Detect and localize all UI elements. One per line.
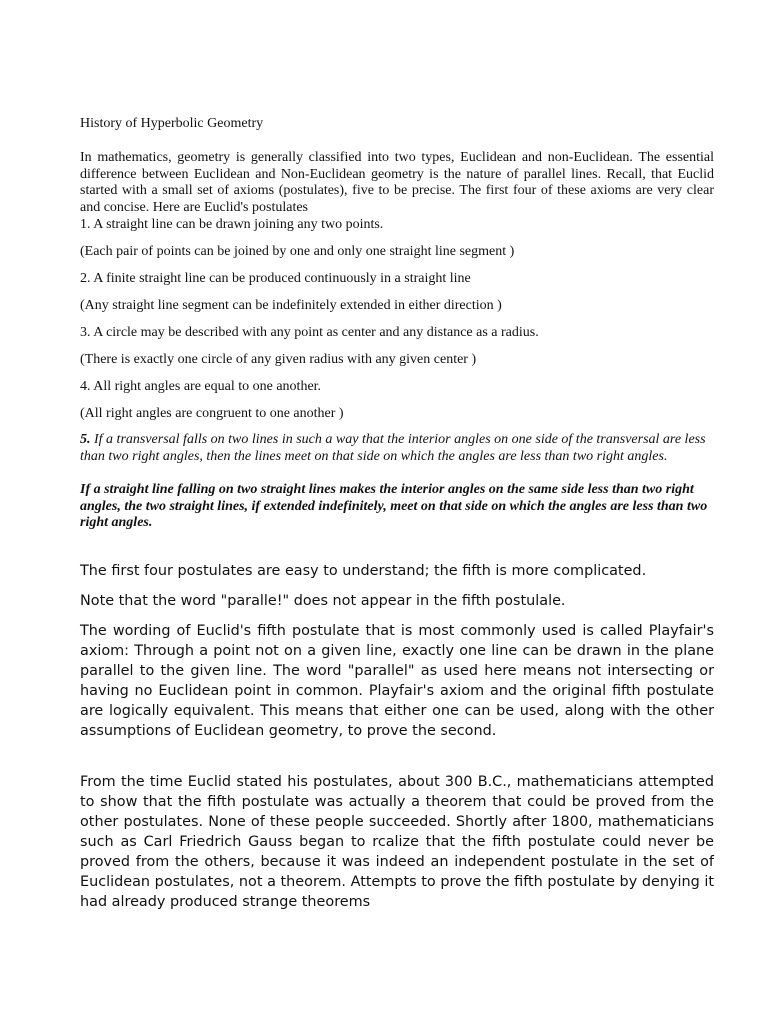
postulate-2: 2. A finite straight line can be produced continuously in a straight line (80, 271, 471, 286)
body-paragraph-3: The wording of Euclid's fifth postulate that is most commonly used is called Playfair's axiom: Through a point not on a given line, exactly one line can be drawn in the plane parallel to the given line. The word "parallel" as used here means not intersecting or having no Euclidean point in common. Playfair's axiom and the original fifth postulate are logically equivalent. This means that either one can be used, along with the other assumptions of Euclidean geometry, to prove the second. (80, 623, 714, 739)
postulate-5-text: If a transversal falls on two lines in such a way that the interior angles on one side of the transversal are less than two right angles, then the lines meet on that side on which the angles are less than two right angles. (80, 432, 706, 464)
postulate-4-note: (All right angles are congruent to one another ) (80, 406, 344, 421)
body-paragraph-1: The first four postulates are easy to understand; the fifth is more complicated. (80, 563, 647, 579)
postulate-3-note: (There is exactly one circle of any given radius with any given center ) (80, 352, 477, 367)
postulate-5 (80, 432, 714, 465)
postulate-4: 4. All right angles are equal to one another. (80, 379, 322, 394)
postulate-3: 3. A circle may be described with any point as center and any distance as a radius. (80, 325, 539, 340)
document-title: History of Hyperbolic Geometry (80, 116, 264, 131)
postulate-2-note: (Any straight line segment can be indefinitely extended in either direction ) (80, 298, 502, 313)
body-paragraph-2: Note that the word "paralle!" does not appear in the fifth postulale. (80, 593, 566, 609)
body-paragraph-4: From the time Euclid stated his postulates, about 300 B.C., mathematicians attempted to show that the fifth postulate was actually a theorem that could be proved from the other postulates. None of these people succeeded. Shortly after 1800, mathematicians such as Carl Friedrich Gauss began to rcalize that the fifth postulate could never be proved from the others, because it was indeed an independent postulate in the set of Euclidean postulates, not a theorem. Attempts to prove the fifth postulate by denying it had already produced strange theorems (80, 774, 714, 910)
postulate-1: 1. A straight line can be drawn joining any two points. (80, 217, 384, 232)
postulate-5-original: If a straight line falling on two straight lines makes the interior angles on the same side less than two right angles, the two straight lines, if extended indefinitely, meet on that side on which the angles are less than two right angles. (80, 482, 708, 530)
postulate-5-number: 5. (80, 432, 91, 447)
postulate-1-note: (Each pair of points can be joined by one and only one straight line segment ) (80, 244, 515, 259)
intro-paragraph: In mathematics, geometry is generally classified into two types, Euclidean and non-Euclidean. The essential difference between Euclidean and Non-Euclidean geometry is the nature of parallel lines. Recall, that Euclid started with a small set of axioms (postulates), five to be precise. The first four of these axioms are very clear and concise. Here are Euclid's postulates (80, 150, 714, 215)
